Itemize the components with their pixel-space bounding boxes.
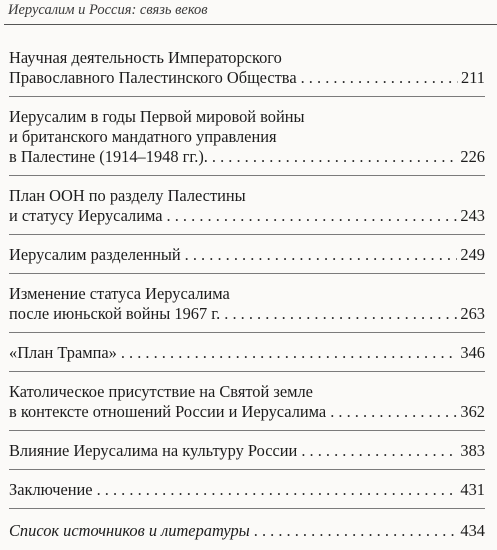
toc-entry-line: Иерусалим в годы Первой мировой войны bbox=[9, 107, 305, 126]
toc-entry-line: и британского мандатного управления bbox=[9, 127, 277, 146]
toc-page-number: 211 bbox=[461, 68, 485, 87]
toc-entry[interactable] bbox=[9, 521, 485, 541]
toc-page-number: 263 bbox=[460, 304, 485, 323]
toc-page-number: 243 bbox=[460, 206, 485, 225]
toc-entry-title: и статусу Иерусалима bbox=[9, 206, 163, 225]
running-head: Иерусалим и Россия: связь веков bbox=[8, 2, 208, 18]
toc-page-number: 383 bbox=[460, 441, 485, 460]
entry-separator bbox=[9, 371, 485, 372]
toc-page-number: 434 bbox=[460, 521, 485, 540]
toc-entry-title: Список источников и литературы bbox=[9, 521, 250, 540]
toc-page-number: 226 bbox=[460, 147, 485, 166]
dot-leader bbox=[224, 304, 457, 324]
entry-separator bbox=[9, 273, 485, 274]
toc-entry[interactable] bbox=[9, 343, 485, 363]
entry-separator bbox=[9, 469, 485, 470]
toc-entry-line: Научная деятельность Императорского bbox=[9, 48, 282, 67]
entry-separator bbox=[9, 508, 485, 509]
dot-leader bbox=[97, 480, 458, 500]
entry-separator bbox=[9, 430, 485, 431]
toc-entry-line: Католическое присутствие на Святой земле bbox=[9, 382, 313, 401]
toc-entry-title: Влияние Иерусалима на культуру России bbox=[9, 441, 298, 460]
toc-entry-line: План ООН по разделу Палестины bbox=[9, 186, 246, 205]
toc-page-number: 431 bbox=[460, 480, 485, 499]
dot-leader bbox=[254, 521, 458, 541]
toc-entry[interactable] bbox=[9, 480, 485, 500]
toc-entry[interactable] bbox=[9, 48, 485, 88]
header-rule bbox=[4, 24, 497, 25]
toc-entry-title: в контексте отношений России и Иерусалима bbox=[9, 402, 327, 421]
table-of-contents bbox=[9, 48, 485, 541]
toc-entry-title: в Палестине (1914–1948 гг.). bbox=[9, 147, 208, 166]
toc-entry[interactable] bbox=[9, 107, 485, 167]
toc-page-number: 362 bbox=[460, 402, 485, 421]
entry-separator bbox=[9, 96, 485, 97]
toc-entry[interactable] bbox=[9, 284, 485, 324]
toc-entry[interactable] bbox=[9, 441, 485, 461]
dot-leader bbox=[185, 245, 458, 265]
toc-entry[interactable] bbox=[9, 382, 485, 422]
toc-entry[interactable] bbox=[9, 245, 485, 265]
toc-entry-title: «План Трампа» bbox=[9, 343, 117, 362]
toc-entry-title: Иерусалим разделенный bbox=[9, 245, 181, 264]
toc-page-number: 346 bbox=[460, 343, 485, 362]
entry-separator bbox=[9, 175, 485, 176]
toc-entry-title: Православного Палестинского Общества bbox=[9, 68, 297, 87]
toc-entry-title: после июньской войны 1967 г. bbox=[9, 304, 221, 323]
toc-entry[interactable] bbox=[9, 186, 485, 226]
dot-leader bbox=[301, 68, 458, 88]
dot-leader bbox=[301, 441, 457, 461]
dot-leader bbox=[167, 206, 458, 226]
entry-separator bbox=[9, 332, 485, 333]
dot-leader bbox=[121, 343, 458, 363]
dot-leader bbox=[212, 147, 458, 167]
entry-separator bbox=[9, 234, 485, 235]
toc-entry-line: Изменение статуса Иерусалима bbox=[9, 284, 230, 303]
dot-leader bbox=[330, 402, 457, 422]
toc-entry-title: Заключение bbox=[9, 480, 93, 499]
toc-page-number: 249 bbox=[460, 245, 485, 264]
